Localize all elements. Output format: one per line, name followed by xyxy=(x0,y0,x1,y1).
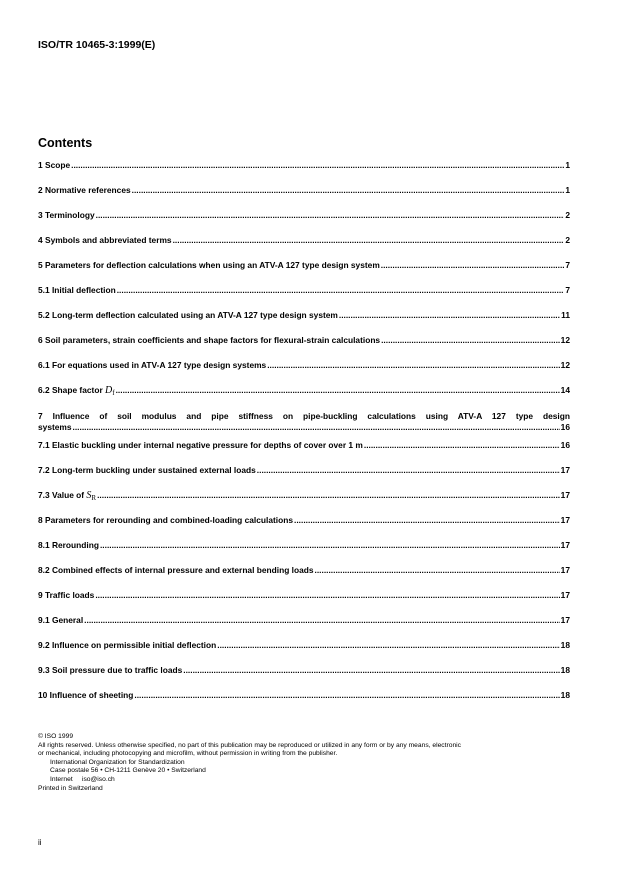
dot-leader xyxy=(95,590,559,601)
toc-entry-page: 18 xyxy=(560,640,570,650)
dot-leader xyxy=(71,160,564,171)
toc-entry-page: 11 xyxy=(561,310,570,320)
dot-leader xyxy=(134,690,559,701)
toc-entry-page: 17 xyxy=(560,515,570,525)
toc-entry-page: 17 xyxy=(560,615,570,625)
rights-line-1: All rights reserved. Unless otherwise specified, no part of this publication may be reproduced or utilized in any form or by any means, electronic xyxy=(38,741,462,749)
toc-entry-title: 4 Symbols and abbreviated terms xyxy=(38,235,172,245)
dot-leader xyxy=(217,640,559,651)
copyright-line: © ISO 1999 xyxy=(38,733,74,740)
toc-entry[interactable] xyxy=(38,515,570,526)
toc-entry-title: 2 Normative references xyxy=(38,185,131,195)
toc-entry-title: 5 Parameters for deflection calculations when using an ATV-A 127 type design system xyxy=(38,260,380,270)
toc-entry[interactable] xyxy=(38,615,570,626)
toc-entry-page: 12 xyxy=(560,360,570,370)
dot-leader xyxy=(315,565,560,576)
rights-line-2: or mechanical, including photocopying and microfilm, without permission in writing from the publisher. xyxy=(38,750,338,758)
toc-entry-title: 7.1 Elastic buckling under internal negative pressure for depths of cover over 1 m xyxy=(38,440,363,450)
toc-entry-page: 16 xyxy=(560,440,570,450)
dot-leader xyxy=(132,185,565,196)
toc-entry-title: 6 Soil parameters, strain coefficients and shape factors for flexural-strain calculations xyxy=(38,335,381,345)
toc-entry-page: 1 xyxy=(565,160,570,170)
toc-entry[interactable] xyxy=(38,260,570,271)
toc-entry-page: 17 xyxy=(560,590,570,600)
toc-entry-title: 10 Influence of sheeting xyxy=(38,690,134,700)
toc-entry[interactable] xyxy=(38,665,570,676)
dot-leader xyxy=(364,440,560,451)
toc-entry-title: 1 Scope xyxy=(38,160,71,170)
toc-entry-title: 9 Traffic loads xyxy=(38,590,95,600)
toc-entry[interactable] xyxy=(38,210,570,221)
dot-leader xyxy=(257,465,560,476)
toc-entry-title: 8 Parameters for rerounding and combined-loading calculations xyxy=(38,515,294,525)
dot-leader xyxy=(73,422,560,433)
toc-entry-page: 14 xyxy=(560,385,570,395)
toc-entry-page: 12 xyxy=(560,335,570,345)
toc-entry[interactable] xyxy=(38,640,570,651)
toc-entry-title: 3 Terminology xyxy=(38,210,95,220)
toc-entry-page: 18 xyxy=(560,690,570,700)
printed-in: Printed in Switzerland xyxy=(38,784,103,792)
toc-entry[interactable] xyxy=(38,540,570,551)
dot-leader xyxy=(294,515,560,526)
toc-entry-page: 18 xyxy=(560,665,570,675)
toc-entry[interactable] xyxy=(38,235,570,246)
toc-entry[interactable] xyxy=(38,185,570,196)
toc-entry[interactable] xyxy=(38,590,570,601)
toc-entry-page: 16 xyxy=(560,422,570,432)
dot-leader xyxy=(96,210,565,221)
dot-leader xyxy=(183,665,559,676)
dot-leader xyxy=(97,490,560,501)
toc-entry-page: 2 xyxy=(565,235,570,245)
dot-leader xyxy=(267,360,559,371)
toc-entry-page: 17 xyxy=(560,540,570,550)
toc-entry-title: 8.2 Combined effects of internal pressure and external bending loads xyxy=(38,565,314,575)
toc-entry-page: 7 xyxy=(565,260,570,270)
toc-entry[interactable] xyxy=(38,565,570,576)
document-id: ISO/TR 10465-3:1999(E) xyxy=(38,39,156,51)
contents-heading: Contents xyxy=(38,136,93,150)
sr-symbol: $S_R$ xyxy=(86,490,97,502)
toc-entry[interactable] xyxy=(38,285,570,296)
dot-leader xyxy=(381,260,565,271)
toc-entry[interactable] xyxy=(38,310,570,321)
toc-entry-page: 17 xyxy=(560,565,570,575)
toc-entry-page: 7 xyxy=(565,285,570,295)
toc-entry-title: 8.1 Rerounding xyxy=(38,540,99,550)
org-internet: Internet iso@iso.ch xyxy=(50,775,115,783)
toc-entry-page: 17 xyxy=(560,490,570,500)
dot-leader xyxy=(100,540,560,551)
toc-entry[interactable] xyxy=(38,385,570,399)
toc-entry-title xyxy=(38,490,96,504)
shape-factor-symbol: $D_f$ xyxy=(105,385,115,397)
toc-entry-title-line1: 7 Influence of soil modulus and pipe stiffness on pipe-buckling calculations using ATV-A 127 type design xyxy=(38,411,570,421)
toc-entry-title-line2: systems xyxy=(38,422,72,432)
toc-entry-title: 6.1 For equations used in ATV-A 127 type design systems xyxy=(38,360,267,370)
org-address: Case postale 56 • CH-1211 Genève 20 • Switzerland xyxy=(50,767,206,775)
copyright-notice xyxy=(38,733,573,793)
dot-leader xyxy=(339,310,560,321)
toc-entry-page: 17 xyxy=(560,465,570,475)
dot-leader xyxy=(117,285,565,296)
page-number: ii xyxy=(38,838,42,847)
toc-entry[interactable] xyxy=(38,335,570,346)
dot-leader xyxy=(173,235,565,246)
dot-leader xyxy=(381,335,560,346)
toc-entry-title: 9.2 Influence on permissible initial deflection xyxy=(38,640,217,650)
toc-entry[interactable] xyxy=(38,490,570,504)
toc-entry[interactable] xyxy=(38,360,570,371)
toc-entry-page: 2 xyxy=(565,210,570,220)
toc-entry-page: 1 xyxy=(565,185,570,195)
dot-leader xyxy=(116,385,560,396)
toc-entry[interactable] xyxy=(38,465,570,476)
toc-entry-title xyxy=(38,385,115,399)
toc-entry-title: 9.3 Soil pressure due to traffic loads xyxy=(38,665,183,675)
toc-entry[interactable] xyxy=(38,411,570,433)
toc-entry-title-text: 6.2 Shape factor xyxy=(38,385,103,395)
toc-entry-title: 9.1 General xyxy=(38,615,84,625)
toc-entry[interactable] xyxy=(38,160,570,171)
toc-entry-title-text: 7.3 Value of xyxy=(38,490,85,500)
toc-entry-title: 5.1 Initial deflection xyxy=(38,285,116,295)
org-name: International Organization for Standardization xyxy=(50,758,185,766)
toc-entry-title: 7.2 Long-term buckling under sustained external loads xyxy=(38,465,256,475)
toc-entry-title: 5.2 Long-term deflection calculated using an ATV-A 127 type design system xyxy=(38,310,338,320)
toc-entry[interactable] xyxy=(38,690,570,701)
toc-entry[interactable] xyxy=(38,440,570,451)
dot-leader xyxy=(84,615,560,626)
